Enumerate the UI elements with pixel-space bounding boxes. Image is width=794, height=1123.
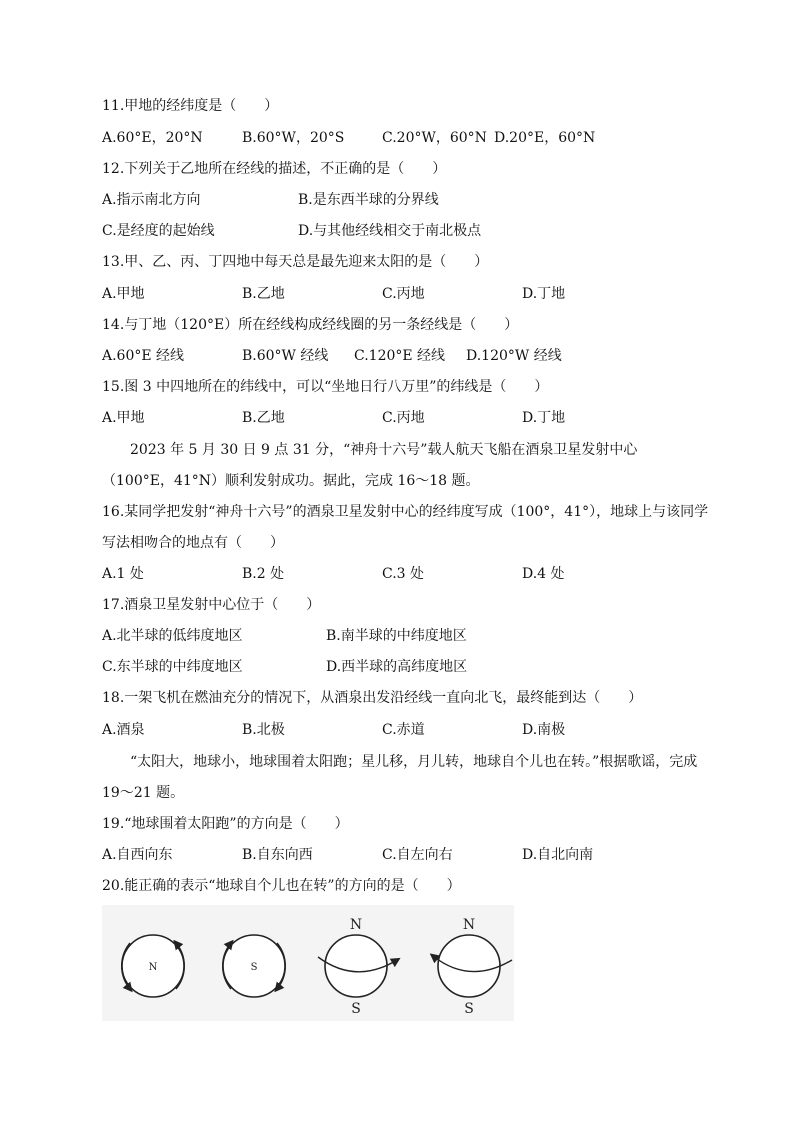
question-17-stem: 17.酒泉卫星发射中心位于（ ） [102,597,321,613]
globe-side-view-eastward [318,917,397,1017]
question-18-stem: 18.一架飞机在燃油充分的情况下，从酒泉出发沿经线一直向北飞，最终能到达（ ） [102,690,643,706]
question-12-option-b: B.是东西半球的分界线 [298,192,439,208]
question-16-stem: 16.某同学把发射“神舟十六号”的酒泉卫星发射中心的经纬度写成（100°，41°），地球上与该同学 [102,504,709,520]
passage-song: “太阳大，地球小，地球围着太阳跑；星儿移，月儿转，地球自个儿也在转。”根据歌谣，完成 19～21 题。 [102,754,698,801]
question-15-option-a: A.甲地 [102,410,145,426]
question-18-option-c: C.赤道 [382,722,425,738]
question-14-option-a: A.60°E 经线 [102,348,185,364]
question-12-option-d: D.与其他经线相交于南北极点 [298,223,482,239]
question-12-option-c: C.是经度的起始线 [102,223,215,239]
passage-shenzhou: 2023 年 5 月 30 日 9 点 31 分，“神舟十六号”载人航天飞船在酒泉卫星发射中心（100°E，41°N）顺利发射成功。据此，完成 16～18 题。 [102,442,638,489]
south-pole-label: S [250,962,258,973]
globe-north-view [122,935,185,997]
globe-side-view-westward [433,917,512,1017]
question-12-option-a: A.指示南北方向 [102,192,201,208]
question-13-option-c: C.丙地 [382,286,425,302]
question-11-option-b: B.60°W，20°S [242,130,345,146]
question-15-option-b: B.乙地 [242,410,285,426]
question-19-option-d: D.自北向南 [522,847,594,863]
question-14-option-c: C.120°E 经线 [354,348,446,364]
question-17-option-b: B.南半球的中纬度地区 [326,628,467,644]
north-pole-label: N [148,962,158,973]
question-15-stem: 15.图 3 中四地所在的纬线中，可以“坐地日行八万里”的纬线是（ ） [102,379,549,395]
question-17-option-a: A.北半球的低纬度地区 [102,628,243,644]
question-19-option-b: B.自东向西 [242,847,313,863]
question-19-option-a: A.自西向东 [102,847,173,863]
question-13-option-a: A.甲地 [102,286,145,302]
question-15-option-c: C.丙地 [382,410,425,426]
question-14-option-d: D.120°W 经线 [466,348,562,364]
north-label: N [462,917,476,933]
question-17-option-c: C.东半球的中纬度地区 [102,659,243,675]
question-14-stem: 14.与丁地（120°E）所在经线构成经线圈的另一条经线是（ ） [102,317,519,333]
question-18-option-b: B.北极 [242,722,285,738]
north-label: N [349,917,363,933]
question-13-stem: 13.甲、乙、丙、丁四地中每天总是最先迎来太阳的是（ ） [102,254,489,270]
question-18-option-d: D.南极 [522,722,566,738]
question-16-option-a: A.1 处 [102,566,144,582]
question-14-option-b: B.60°W 经线 [242,348,329,364]
question-16-stem-cont: 写法相吻合的地点有（ ） [102,535,284,551]
question-12-stem: 12.下列关于乙地所在经线的描述，不正确的是（ ） [102,161,447,177]
question-11-option-d: D.20°E，60°N [494,130,596,146]
rotation-direction-figure [102,905,514,1021]
question-18-option-a: A.酒泉 [102,722,145,738]
question-11-stem: 11.甲地的经纬度是（ ） [102,98,279,114]
question-17-option-d: D.西半球的高纬度地区 [326,659,468,675]
question-11-option-a: A.60°E，20°N [102,130,203,146]
question-19-stem: 19.“地球围着太阳跑”的方向是（ ） [102,816,349,832]
question-11-option-c: C.20°W，60°N [382,130,487,146]
question-20-stem: 20.能正确的表示“地球自个儿也在转”的方向的是（ ） [102,878,461,894]
question-13-option-d: D.丁地 [522,286,566,302]
south-label: S [351,1001,361,1017]
question-19-option-c: C.自左向右 [382,847,453,863]
question-16-option-c: C.3 处 [382,566,425,582]
question-16-option-b: B.2 处 [242,566,285,582]
question-13-option-b: B.乙地 [242,286,285,302]
south-label: S [464,1001,474,1017]
globe-south-view [223,935,286,997]
question-15-option-d: D.丁地 [522,410,566,426]
question-16-option-d: D.4 处 [522,566,565,582]
